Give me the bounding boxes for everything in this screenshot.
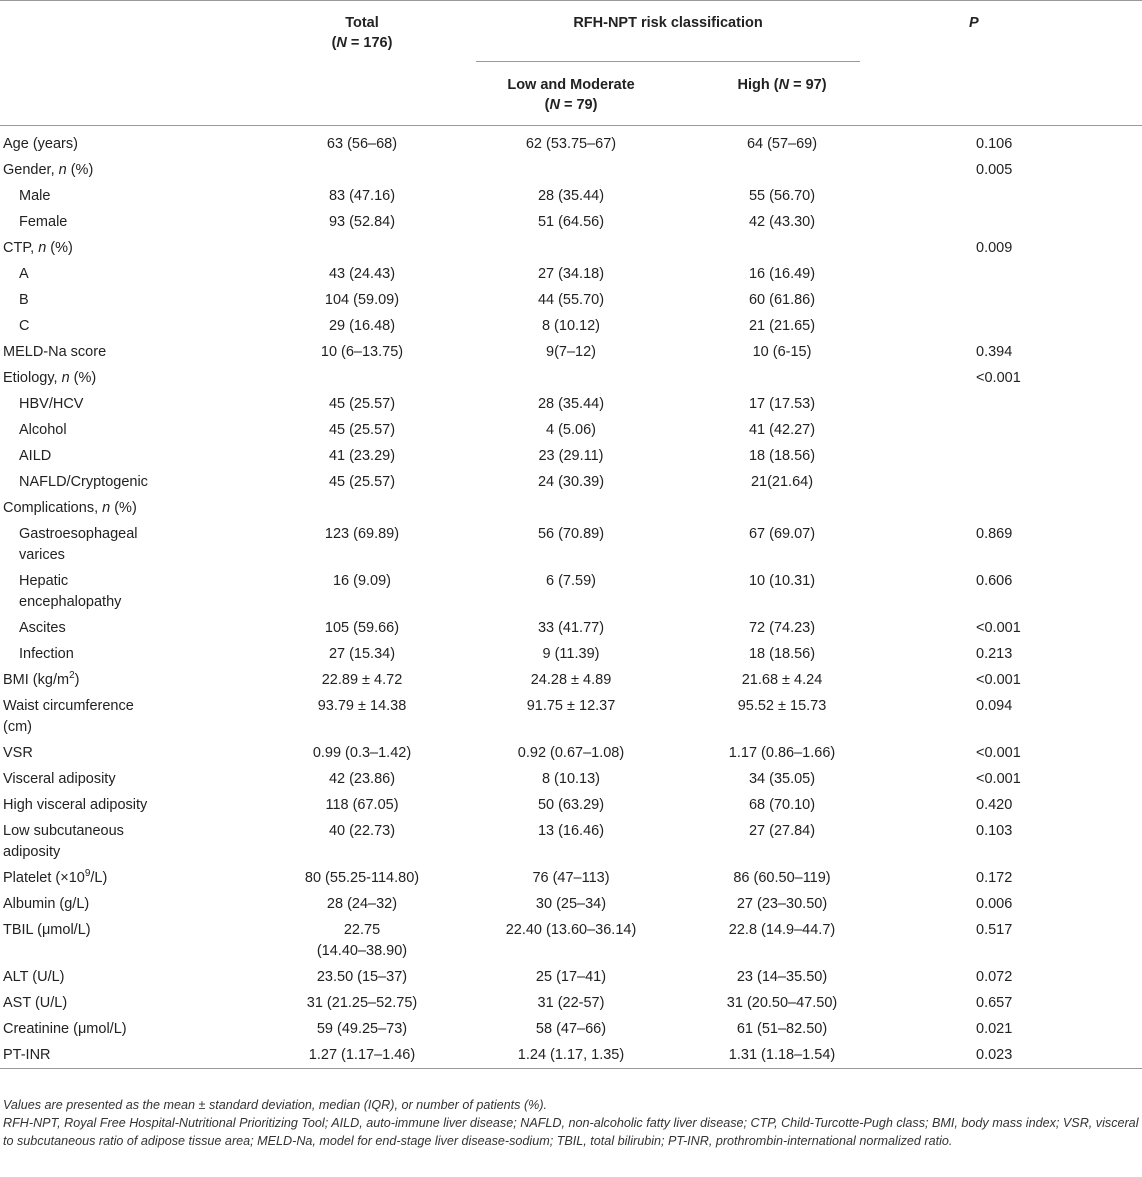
cell-total: 93.79 ± 14.38 [317,698,407,714]
cell-total: 41 (23.29) [328,448,396,464]
cell-p: 0.009 [976,240,1013,256]
cell-p: 0.172 [976,870,1013,886]
cell-low: 4 (5.06) [546,422,596,438]
row-label: TBIL (μmol/L) [3,922,91,938]
cell-p [888,495,1142,521]
row-label: Visceral adiposity [3,771,116,787]
table-notes [3,1096,1139,1150]
cell-high [676,235,888,261]
cell-p: 0.106 [976,136,1013,152]
table-row [0,818,1142,865]
cell-high [676,157,888,183]
cell-high: 67 (69.07) [748,526,816,542]
table-row [0,917,1142,964]
cell-low: 9(7–12) [546,344,596,360]
cell-p: <0.001 [976,620,1021,636]
cell-high: 34 (35.05) [748,771,816,787]
cell-low: 22.40 (13.60–36.14) [505,922,637,938]
row-label: Gastroesophageal varices [19,526,138,563]
row-label: Infection [19,646,74,662]
cell-low: 6 (7.59) [546,573,596,589]
row-label: Albumin (g/L) [3,896,90,912]
table-row [0,1042,1142,1069]
table-row [0,495,1142,521]
cell-p [888,209,1142,235]
row-label: Waist circumference (cm) [3,698,134,735]
cell-total: 1.27 (1.17–1.46) [308,1047,416,1063]
cell-low: 8 (10.12) [541,318,601,334]
cell-low: 8 (10.13) [541,771,601,787]
cell-total: 22.89 ± 4.72 [321,672,403,688]
header-empty [0,1,258,64]
cell-high: 31 (20.50–47.50) [726,995,838,1011]
table-row [0,391,1142,417]
cell-low: 1.24 (1.17, 1.35) [517,1047,625,1063]
cell-total: 0.99 (0.3–1.42) [312,745,412,761]
cell-low: 58 (47–66) [535,1021,607,1037]
cell-high: 86 (60.50–119) [733,870,831,886]
cell-high: 21(21.64) [750,474,814,490]
cell-total: 40 (22.73) [328,823,396,839]
cell-p: 0.072 [976,969,1013,985]
cell-low: 27 (34.18) [537,266,605,282]
note-abbreviations: RFH-NPT, Royal Free Hospital-Nutritional Prioritizing Tool; AILD, auto-immune liver disease; NAFLD, non-alcoholic fatty liver disease; CTP, Child-Turcotte-Pugh class; BMI, body mass index; VSR, visceral to subcutaneous ratio of adipose tissue area; MELD-Na, model for end-stage liver disease-sodium; TBIL, total bilirubin; PT-INR, prothrombin-international normalized ratio. [3,1116,1139,1148]
cell-low: 24.28 ± 4.89 [530,672,612,688]
table-row [0,443,1142,469]
table-row [0,766,1142,792]
cell-low: 25 (17–41) [535,969,607,985]
cell-low: 44 (55.70) [537,292,605,308]
cell-high: 10 (10.31) [748,573,816,589]
cell-p: 0.006 [976,896,1013,912]
cell-total: 93 (52.84) [328,214,396,230]
cell-total: 42 (23.86) [328,771,396,787]
cell-low: 91.75 ± 12.37 [526,698,616,714]
cell-high: 18 (18.56) [748,448,816,464]
row-label: HBV/HCV [19,396,84,412]
table-row [0,865,1142,891]
row-label: Low subcutaneous adiposity [3,823,124,860]
table-row [0,964,1142,990]
note-values: Values are presented as the mean ± standard deviation, median (IQR), or number of patients (%). [3,1098,548,1112]
cell-p: 0.869 [976,526,1013,542]
cell-p: <0.001 [976,672,1021,688]
table-row [0,568,1142,615]
table-row [0,667,1142,693]
table-row [0,740,1142,766]
cell-high: 60 (61.86) [748,292,816,308]
total-n: (N = 176) [331,35,393,51]
table-row [0,417,1142,443]
cell-total: 80 (55.25-114.80) [304,870,420,886]
row-label: Hepatic encephalopathy [19,573,122,610]
row-label: B [19,292,29,308]
row-label: Alcohol [19,422,67,438]
cell-total: 59 (49.25–73) [316,1021,408,1037]
cell-p [888,313,1142,339]
cell-low: 24 (30.39) [537,474,605,490]
row-label: Creatinine (μmol/L) [3,1021,127,1037]
cell-total: 45 (25.57) [328,474,396,490]
cell-low: 62 (53.75–67) [525,136,617,152]
cell-total: 123 (69.89) [324,526,400,542]
row-label: Male [19,188,51,204]
header-high [676,63,888,126]
table-body [0,131,1142,1075]
cell-high: 23 (14–35.50) [736,969,828,985]
cell-high: 41 (42.27) [748,422,816,438]
table-row [0,469,1142,495]
row-label: AILD [19,448,52,464]
cell-high: 22.8 (14.9–44.7) [728,922,836,938]
cell-high: 42 (43.30) [748,214,816,230]
cell-p: 0.657 [976,995,1013,1011]
row-label: C [19,318,30,334]
cell-total: 45 (25.57) [328,396,396,412]
cell-total [258,365,466,391]
row-label: VSR [3,745,33,761]
cell-total: 23.50 (15–37) [316,969,408,985]
cell-p [888,417,1142,443]
cell-low: 28 (35.44) [537,396,605,412]
row-label: MELD-Na score [3,344,107,360]
cell-p: 0.103 [976,823,1013,839]
cell-total [258,235,466,261]
cell-low [466,235,676,261]
row-label: Gender, n (%) [3,162,94,178]
cell-p: 0.023 [976,1047,1013,1063]
cell-p: 0.005 [976,162,1013,178]
cell-total: 104 (59.09) [324,292,400,308]
row-label: NAFLD/Cryptogenic [19,474,148,490]
cell-total: 28 (24–32) [326,896,398,912]
cell-total: 16 (9.09) [332,573,392,589]
cell-high: 68 (70.10) [748,797,816,813]
row-label: Ascites [19,620,66,636]
cell-high [676,495,888,521]
row-label: BMI $(kg/m^2)$ [3,670,80,688]
row-label: AST (U/L) [3,995,68,1011]
cell-high: 72 (74.23) [748,620,816,636]
cell-high: 27 (23–30.50) [736,896,828,912]
table-row [0,615,1142,641]
cell-total: 22.75 (14.40–38.90) [316,922,408,959]
cell-p: 0.517 [976,922,1013,938]
cell-low: 0.92 (0.67–1.08) [517,745,625,761]
total-label: Total [345,15,379,31]
cell-total: 83 (47.16) [328,188,396,204]
table-row [0,891,1142,917]
table-row [0,209,1142,235]
cell-low: 51 (64.56) [537,214,605,230]
cell-high: 64 (57–69) [746,136,818,152]
row-label: High visceral adiposity [3,797,148,813]
row-label: Platelet $(\times 10^9/L)$ [3,868,108,886]
cell-high: 21.68 ± 4.24 [741,672,823,688]
cell-low: 31 (22-57) [537,995,605,1011]
cell-total: 43 (24.43) [328,266,396,282]
cell-high: 16 (16.49) [748,266,816,282]
table-row [0,1016,1142,1042]
row-label: Complications, n (%) [3,500,137,516]
table-row [0,131,1142,157]
cell-total: 118 (67.05) [325,797,399,813]
table-row [0,339,1142,365]
cell-p [888,391,1142,417]
table-row [0,183,1142,209]
cell-high: 95.52 ± 15.73 [737,698,827,714]
row-label: Age (years) [3,136,78,152]
table-row [0,641,1142,667]
header-p [888,1,1142,64]
cell-high [676,365,888,391]
p-label: P [969,15,979,31]
table-row [0,792,1142,818]
cell-high: 10 (6-15) [752,344,812,360]
cell-low [466,157,676,183]
row-label: Female [19,214,68,230]
cell-p [888,183,1142,209]
row-label: PT-INR [3,1047,51,1063]
cell-low: 28 (35.44) [537,188,605,204]
cell-high: 21 (21.65) [748,318,816,334]
cell-total: 45 (25.57) [328,422,396,438]
cell-low: 23 (29.11) [538,448,604,464]
table-row [0,261,1142,287]
cell-low: 50 (63.29) [537,797,605,813]
cell-low [466,495,676,521]
table-row [0,287,1142,313]
cell-high: 1.17 (0.86–1.66) [728,745,836,761]
table-row [0,693,1142,740]
row-label: A [19,266,29,282]
cell-high: 1.31 (1.18–1.54) [728,1047,836,1063]
table-row [0,365,1142,391]
table-row [0,521,1142,568]
cell-total: 27 (15.34) [328,646,396,662]
cell-p: 0.606 [976,573,1013,589]
table-row [0,313,1142,339]
cell-high: 27 (27.84) [748,823,816,839]
cell-high: 61 (51–82.50) [736,1021,828,1037]
cell-high: 55 (56.70) [748,188,816,204]
header-total [258,1,466,64]
cell-p: 0.094 [976,698,1013,714]
high-label: High (N = 97) [737,77,827,93]
cell-low: 76 (47–113) [532,870,610,886]
cell-p: 0.420 [976,797,1013,813]
header-low [466,63,676,126]
cell-p [888,443,1142,469]
cell-p: <0.001 [976,771,1021,787]
row-label: ALT (U/L) [3,969,65,985]
cell-total: 29 (16.48) [328,318,396,334]
cell-p [888,261,1142,287]
cell-total: 31 (21.25–52.75) [306,995,418,1011]
cell-p: <0.001 [976,745,1021,761]
cell-p: <0.001 [976,370,1021,386]
cell-low: 30 (25–34) [535,896,607,912]
cell-low: 13 (16.46) [537,823,605,839]
cell-total [258,495,466,521]
cell-p: 0.213 [976,646,1013,662]
row-label: Etiology, n (%) [3,370,97,386]
cell-total: 10 (6–13.75) [320,344,404,360]
cell-high: 17 (17.53) [748,396,816,412]
table-row [0,157,1142,183]
row-label: CTP, n (%) [3,240,73,256]
cell-total: 63 (56–68) [326,136,398,152]
low-n: (N = 79) [544,97,598,113]
table-row [0,990,1142,1016]
cell-p [888,469,1142,495]
cell-low: 33 (41.77) [537,620,605,636]
cell-p [888,287,1142,313]
cell-high: 18 (18.56) [748,646,816,662]
group-label: RFH-NPT risk classification [573,15,763,31]
cell-low [466,365,676,391]
cell-p: 0.021 [976,1021,1013,1037]
low-label: Low and Moderate [507,77,635,93]
cell-total: 105 (59.66) [324,620,400,636]
cell-total [258,157,466,183]
cell-p: 0.394 [976,344,1013,360]
table-row [0,235,1142,261]
cell-low: 9 (11.39) [542,646,600,662]
cell-low: 56 (70.89) [537,526,605,542]
header-group [466,1,888,64]
